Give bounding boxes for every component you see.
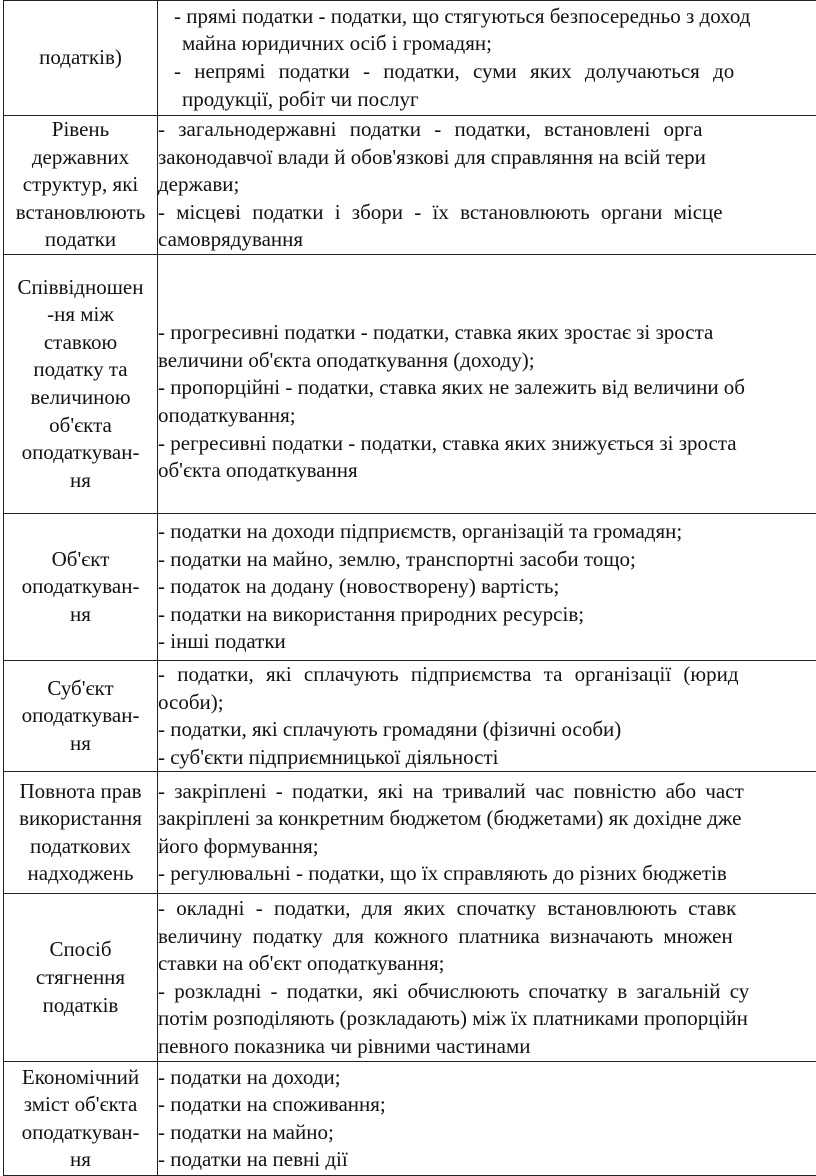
tax-type-line: певного показника чи рівними частинами xyxy=(158,1033,816,1061)
tax-types-cell xyxy=(158,894,816,1062)
criterion-text: -ня між xyxy=(4,301,157,329)
tax-type-line: його формування; xyxy=(158,833,816,861)
table-row xyxy=(4,1062,816,1176)
criterion-text: стягнення xyxy=(4,964,157,992)
tax-type-line: - регресивні податки - податки, ставка яких знижується зі зроста xyxy=(158,430,816,458)
criterion-cell xyxy=(4,660,158,771)
criterion-text: об'єкта xyxy=(4,412,157,440)
criterion-text: ставкою xyxy=(4,329,157,357)
tax-type-line: - податки на доходи; xyxy=(158,1064,816,1092)
tax-type-line: - загальнодержавні податки - податки, встановлені орга xyxy=(158,116,816,144)
criterion-text: податків xyxy=(4,992,157,1020)
table-row xyxy=(4,116,816,255)
tax-type-line: - податки на певні дії xyxy=(158,1146,816,1174)
tax-type-line: ставки на об'єкт оподаткування; xyxy=(158,950,816,978)
tax-type-line: майна юридичних осіб і громадян; xyxy=(158,30,816,58)
criterion-cell xyxy=(4,513,158,660)
criterion-text: оподаткуван- xyxy=(4,1119,157,1147)
tax-type-line: самоврядування xyxy=(158,226,816,254)
criterion-cell xyxy=(4,894,158,1062)
tax-types-cell xyxy=(158,1,816,116)
tax-types-cell xyxy=(158,772,816,894)
tax-type-line: - суб'єкти підприємницької діяльності xyxy=(158,744,816,772)
tax-type-line: - окладні - податки, для яких спочатку встановлюють ставк xyxy=(158,895,816,923)
criterion-text: оподаткуван- xyxy=(4,439,157,467)
tax-type-line: - пропорційні - податки, ставка яких не залежить від величини об xyxy=(158,374,816,402)
criterion-text: структур, які xyxy=(4,171,157,199)
criterion-text: використання xyxy=(4,805,157,833)
tax-type-line: продукції, робіт чи послуг xyxy=(158,86,816,114)
criterion-text: податків) xyxy=(4,44,157,72)
table-row xyxy=(4,513,816,660)
criterion-text: оподаткуван- xyxy=(4,573,157,601)
table-row xyxy=(4,894,816,1062)
tax-type-line: величини об'єкта оподаткування (доходу); xyxy=(158,347,816,375)
tax-type-line: - прогресивні податки - податки, ставка яких зростає зі зроста xyxy=(158,319,816,347)
tax-type-line: величину податку для кожного платника визначають множен xyxy=(158,923,816,951)
tax-type-line: - розкладні - податки, які обчислюють спочатку в загальній су xyxy=(158,978,816,1006)
tax-type-line: - податки, які сплачують підприємства та організації (юрид xyxy=(158,661,816,689)
criterion-cell xyxy=(4,1062,158,1176)
criterion-text: ня xyxy=(4,730,157,758)
tax-types-cell xyxy=(158,116,816,255)
tax-type-line: об'єкта оподаткування xyxy=(158,457,816,485)
tax-type-line: - регулювальні - податки, що їх справляють до різних бюджетів xyxy=(158,860,816,888)
tax-type-line: оподаткування; xyxy=(158,402,816,430)
tax-type-line: законодавчої влади й обов'язкові для справляння на всій тери xyxy=(158,144,816,172)
criterion-cell xyxy=(4,116,158,255)
tax-type-line: особи); xyxy=(158,689,816,717)
tax-type-line: - податки на використання природних ресурсів; xyxy=(158,601,816,629)
tax-types-cell xyxy=(158,1062,816,1176)
tax-type-line: - податки на майно, землю, транспортні засоби тощо; xyxy=(158,546,816,574)
tax-types-cell xyxy=(158,254,816,513)
criterion-text: Рівень xyxy=(4,116,157,144)
tax-type-line: - непрямі податки - податки, суми яких долучаються до xyxy=(158,58,816,86)
tax-type-line: закріплені за конкретним бюджетом (бюджетами) як дохідне дже xyxy=(158,805,816,833)
criterion-text: Співвідношен xyxy=(4,274,157,302)
tax-type-line: - податки, які сплачують громадяни (фізичні особи) xyxy=(158,716,816,744)
criterion-cell xyxy=(4,772,158,894)
tax-types-cell xyxy=(158,660,816,771)
tax-classification-table xyxy=(3,0,816,1176)
criterion-text: Суб'єкт xyxy=(4,675,157,703)
table-row xyxy=(4,772,816,894)
criterion-text: ня xyxy=(4,601,157,629)
criterion-text: надходжень xyxy=(4,860,157,888)
tax-classification-sheet xyxy=(3,0,816,1176)
tax-type-line: - інші податки xyxy=(158,628,816,656)
tax-type-line: - податки на споживання; xyxy=(158,1091,816,1119)
tax-type-line: - податки на майно; xyxy=(158,1119,816,1147)
table-row xyxy=(4,254,816,513)
criterion-cell xyxy=(4,254,158,513)
criterion-text: Повнота прав xyxy=(4,778,157,806)
criterion-cell xyxy=(4,1,158,116)
tax-types-cell xyxy=(158,513,816,660)
criterion-text: державних xyxy=(4,144,157,172)
criterion-text: Економічний xyxy=(4,1064,157,1092)
criterion-text: податкових xyxy=(4,833,157,861)
criterion-text: податку та xyxy=(4,356,157,384)
criterion-text: ня xyxy=(4,1146,157,1174)
table-row xyxy=(4,660,816,771)
tax-type-line: - податки на доходи підприємств, організацій та громадян; xyxy=(158,518,816,546)
criterion-text: зміст об'єкта xyxy=(4,1091,157,1119)
criterion-text: величиною xyxy=(4,384,157,412)
tax-type-line: - місцеві податки і збори - їх встановлюють органи місце xyxy=(158,199,816,227)
criterion-text: оподаткуван- xyxy=(4,702,157,730)
tax-type-line: - податок на додану (новостворену) вартість; xyxy=(158,573,816,601)
criterion-text: податки xyxy=(4,226,157,254)
table-row xyxy=(4,1,816,116)
criterion-text: ня xyxy=(4,467,157,495)
tax-type-line: - закріплені - податки, які на тривалий час повністю або част xyxy=(158,778,816,806)
tax-type-line: потім розподіляють (розкладають) між їх платниками пропорційн xyxy=(158,1005,816,1033)
tax-type-line: - прямі податки - податки, що стягуються безпосередньо з доход xyxy=(158,3,816,31)
criterion-text: Об'єкт xyxy=(4,546,157,574)
criterion-text: встановлюють xyxy=(4,199,157,227)
tax-type-line: держави; xyxy=(158,171,816,199)
criterion-text: Спосіб xyxy=(4,936,157,964)
